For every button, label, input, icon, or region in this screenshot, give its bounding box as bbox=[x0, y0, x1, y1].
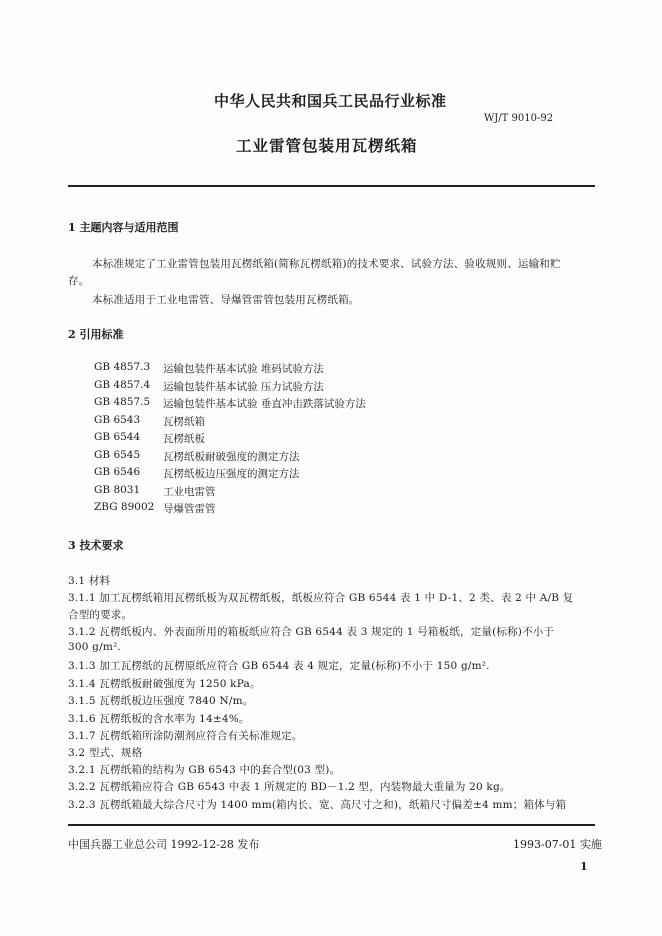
section-2-heading: 2 引用标准 bbox=[68, 328, 124, 341]
ref-code: GB 8031 bbox=[94, 484, 141, 496]
section-1-para1-line1: 本标准规定了工业雷管包装用瓦楞纸箱(简称瓦楞纸箱)的技术要求、试验方法、验收规则、运输和贮 bbox=[92, 258, 561, 270]
clause-line: 300 g/m². bbox=[68, 641, 121, 653]
document-title: 工业雷管包装用瓦楞纸箱 bbox=[236, 137, 418, 155]
ref-code: ZBG 89002 bbox=[94, 501, 155, 513]
ref-title: 瓦楞纸板 bbox=[163, 433, 205, 445]
header-divider bbox=[68, 185, 595, 187]
clause-line: 3.2.1 瓦楞纸箱的结构为 GB 6543 中的套合型(03 型)。 bbox=[68, 764, 341, 776]
clause-line: 3.2.2 瓦楞纸箱应符合 GB 6543 中表 1 所规定的 BD－1.2 型，内装物最大重量为 20 kg。 bbox=[68, 781, 511, 793]
clause-line: 3.1.1 加工瓦楞纸箱用瓦楞纸板为双瓦楞纸板，纸板应符合 GB 6544 表 1 中 D-1、2 类、表 2 中 A/B 复 bbox=[68, 592, 574, 604]
ref-title: 导爆管雷管 bbox=[163, 503, 216, 515]
clause-line: 3.2.3 瓦楞纸箱最大综合尺寸为 1400 mm(箱内长、宽、高尺寸之和)，纸箱尺寸偏差±4 mm；箱体与箱 bbox=[68, 799, 567, 811]
clause-line: 3.1 材料 bbox=[68, 575, 111, 587]
footer-divider bbox=[68, 824, 595, 826]
clause-line: 3.2 型式、规格 bbox=[68, 747, 143, 759]
ref-code: GB 4857.4 bbox=[94, 379, 151, 391]
section-1-para2: 本标准适用于工业电雷管、导爆管雷管包装用瓦楞纸箱。 bbox=[92, 294, 360, 306]
ref-title: 工业电雷管 bbox=[163, 486, 216, 498]
org-title: 中华人民共和国兵工民品行业标准 bbox=[214, 92, 447, 110]
ref-title: 运输包装件基本试验 压力试验方法 bbox=[163, 381, 324, 393]
ref-title: 运输包装件基本试验 堆码试验方法 bbox=[163, 363, 324, 375]
ref-title: 瓦楞纸箱 bbox=[163, 416, 205, 428]
ref-code: GB 4857.3 bbox=[94, 361, 151, 373]
section-1-heading: 1 主题内容与适用范围 bbox=[68, 221, 179, 234]
section-3-heading: 3 技术要求 bbox=[68, 539, 124, 552]
ref-code: GB 6545 bbox=[94, 449, 141, 461]
clause-line: 3.1.4 瓦楞纸板耐破强度为 1250 kPa。 bbox=[68, 678, 261, 690]
clause-line: 3.1.2 瓦楞纸板内、外表面所用的箱板纸应符合 GB 6544 表 3 规定的 1 号箱板纸，定量(标称)不小于 bbox=[68, 626, 555, 638]
ref-code: GB 6544 bbox=[94, 431, 141, 443]
ref-title: 运输包装件基本试验 垂直冲击跌落试验方法 bbox=[163, 398, 366, 410]
ref-code: GB 6546 bbox=[94, 466, 141, 478]
standard-number: WJ/T 9010-92 bbox=[484, 113, 554, 124]
ref-title: 瓦楞纸板边压强度的测定方法 bbox=[163, 468, 300, 480]
clause-line: 3.1.5 瓦楞纸板边压强度 7840 N/m。 bbox=[68, 695, 254, 707]
effective-date: 1993-07-01 实施 bbox=[513, 838, 602, 851]
ref-code: GB 6543 bbox=[94, 414, 141, 426]
clause-line: 3.1.6 瓦楞纸板的含水率为 14±4%。 bbox=[68, 713, 250, 725]
section-1-para1-line2: 存。 bbox=[68, 275, 90, 287]
publisher-line: 中国兵器工业总公司 1992-12-28 发布 bbox=[68, 838, 260, 851]
ref-code: GB 4857.5 bbox=[94, 396, 151, 408]
page-number: 1 bbox=[580, 860, 588, 873]
clause-line: 3.1.7 瓦楞纸箱所涂防潮剂应符合有关标准规定。 bbox=[68, 730, 303, 742]
clause-line: 3.1.3 加工瓦楞纸的瓦楞原纸应符合 GB 6544 表 4 规定，定量(标称)不小于 150 g/m². bbox=[68, 660, 490, 672]
ref-title: 瓦楞纸板耐破强度的测定方法 bbox=[163, 451, 300, 463]
clause-line: 合型的要求。 bbox=[68, 609, 133, 621]
